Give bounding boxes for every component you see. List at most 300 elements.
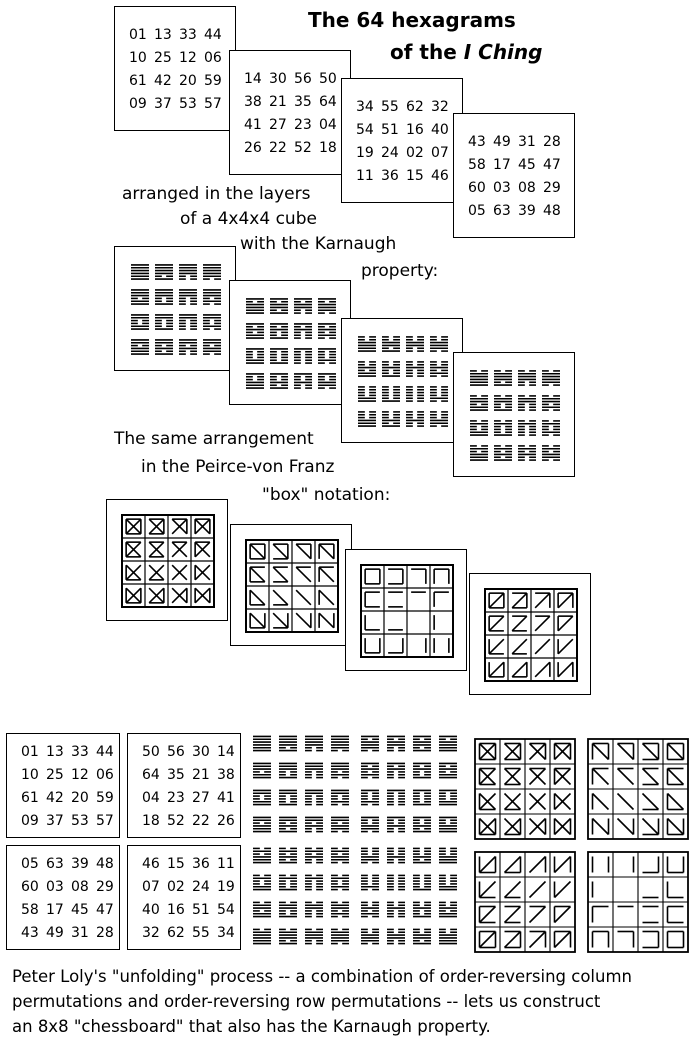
title-line-2 [390,40,542,64]
number-row [468,154,568,177]
hexagram-number: 02 [406,144,424,161]
number-row [142,787,242,810]
box-glyph [555,819,571,835]
hexagram-glyph [155,340,173,354]
hexagram-number: 18 [142,812,160,829]
hexagram-glyph [413,763,431,777]
hexagram-number: 31 [71,924,89,941]
hexagram-number: 60 [21,878,39,895]
hexagram-glyph [387,736,405,750]
box-glyph [505,744,521,760]
chess-box-quadrant-3 [473,850,577,954]
box-glyph [489,616,504,631]
hexagram-glyph [358,337,376,351]
hexagram-glyph [203,265,221,279]
box-glyph [195,519,210,534]
box-glyph [273,590,288,605]
number-row [129,47,229,70]
hexagram-number: 36 [381,167,399,184]
hexagram-glyph [246,324,264,338]
hexagram-glyph [331,790,349,804]
hexagram-glyph [203,340,221,354]
hexagram-number: 16 [406,121,424,138]
hexagram-number: 24 [192,878,210,895]
number-row [21,899,121,922]
hexagram-glyph [331,929,349,943]
hexagram-layer-3 [341,318,463,443]
hexagram-number: 06 [96,766,114,783]
hexagram-layer-1 [114,246,236,371]
box-glyph [149,519,164,534]
chess-hexagram-quadrant-1 [249,728,353,840]
box-glyph [273,613,288,628]
box-glyph [593,794,609,810]
box-glyph [149,542,164,557]
box-glyph [530,882,546,898]
box-glyph [643,932,659,948]
box-glyph [530,857,546,873]
number-row [129,93,229,116]
hexagram-number: 40 [142,901,160,918]
box-glyph [319,567,334,582]
hexagram-glyph [361,736,379,750]
box-glyph [535,593,550,608]
hexagram-glyph [382,387,400,401]
number-row [142,810,242,833]
hexagram-glyph [430,412,448,426]
box-glyph [593,819,609,835]
box-glyph [555,932,571,948]
hexagram-number: 58 [21,901,39,918]
hexagram-number: 28 [96,924,114,941]
hexagram-number: 10 [21,766,39,783]
hexagram-number: 23 [294,116,312,133]
hexagram-number: 58 [468,156,486,173]
box-glyph [296,590,311,605]
hexagram-glyph [305,875,323,889]
hexagram-glyph [131,265,149,279]
hexagram-glyph [387,763,405,777]
hexagram-glyph [361,817,379,831]
number-row [21,764,121,787]
box-glyph [618,794,634,810]
number-row [356,165,456,188]
box-glyph [512,639,527,654]
hexagram-number: 04 [142,789,160,806]
box-glyph [480,819,496,835]
hexagram-number: 29 [543,179,561,196]
hexagram-glyph [246,349,264,363]
hexagram-number: 51 [192,901,210,918]
box-glyph [505,857,521,873]
box-glyph [558,616,573,631]
hexagram-glyph [253,736,271,750]
hexagram-glyph [542,446,560,460]
hexagram-glyph [305,848,323,862]
hexagram-glyph [270,299,288,313]
text-layers-3: with the Karnaugh [240,234,397,254]
box-glyph [618,819,634,835]
hexagram-number: 64 [319,93,337,110]
box-glyph [512,662,527,677]
hexagram-glyph [494,396,512,410]
number-row [244,137,344,160]
hexagram-number: 41 [217,789,235,806]
number-row [142,853,242,876]
hexagram-number: 47 [96,901,114,918]
hexagram-number: 57 [204,95,222,112]
hexagram-glyph [470,396,488,410]
box-glyph [593,907,609,923]
hexagram-glyph [331,875,349,889]
number-row [21,810,121,833]
hexagram-number: 56 [294,70,312,87]
hexagram-number: 18 [319,139,337,156]
hexagram-number: 46 [431,167,449,184]
box-glyph [172,565,187,580]
hexagram-glyph [518,396,536,410]
hexagram-glyph [361,875,379,889]
hexagram-number: 14 [217,743,235,760]
hexagram-glyph [361,790,379,804]
hexagram-number: 19 [217,878,235,895]
hexagram-glyph [382,362,400,376]
hexagram-glyph [470,371,488,385]
hexagram-number: 47 [543,156,561,173]
hexagram-number: 30 [269,70,287,87]
hexagram-glyph [413,848,431,862]
hexagram-glyph [203,290,221,304]
hexagram-number: 34 [217,924,235,941]
hexagram-glyph [413,790,431,804]
box-glyph [593,769,609,785]
hexagram-number: 53 [179,95,197,112]
hexagram-number: 51 [381,121,399,138]
hexagram-glyph [305,763,323,777]
hexagram-glyph [253,929,271,943]
box-glyph [411,569,426,584]
hexagram-number: 59 [204,72,222,89]
hexagram-glyph [331,736,349,750]
hexagram-glyph [279,848,297,862]
box-glyph [126,588,141,603]
number-layer-2 [229,50,351,175]
text-box-2: in the Peirce-von Franz [141,457,335,477]
hexagram-glyph [430,362,448,376]
box-glyph [555,794,571,810]
hexagram-number: 40 [431,121,449,138]
box-glyph [555,744,571,760]
hexagram-glyph [518,446,536,460]
hexagram-glyph [270,324,288,338]
box-glyph [530,794,546,810]
hexagram-glyph [305,902,323,916]
hexagram-glyph [439,736,457,750]
hexagram-number: 43 [21,924,39,941]
hexagram-number: 26 [217,812,235,829]
box-glyph [535,662,550,677]
hexagram-glyph [155,315,173,329]
hexagram-glyph [406,412,424,426]
box-glyph [250,544,265,559]
box-glyph [668,932,684,948]
hexagram-glyph [131,315,149,329]
hexagram-glyph [430,387,448,401]
hexagram-number: 61 [21,789,39,806]
box-glyph [480,907,496,923]
hexagram-number: 01 [21,743,39,760]
chess-hexagram-quadrant-4 [357,840,461,952]
hexagram-glyph [406,362,424,376]
box-layer-2 [230,524,352,646]
hexagram-glyph [279,790,297,804]
hexagram-glyph [294,349,312,363]
hexagram-glyph [294,299,312,313]
hexagram-number: 13 [154,26,172,43]
hexagram-number: 05 [21,855,39,872]
number-row [21,787,121,810]
box-glyph [434,569,449,584]
hexagram-glyph [318,374,336,388]
hexagram-number: 13 [46,743,64,760]
hexagram-number: 38 [244,93,262,110]
box-glyph [365,569,380,584]
text-box-3: "box" notation: [262,485,391,505]
number-row [244,91,344,114]
title-line-2-prefix: of the [390,40,464,64]
hexagram-number: 02 [167,878,185,895]
hexagram-number: 45 [71,901,89,918]
box-glyph [530,907,546,923]
hexagram-number: 23 [167,789,185,806]
hexagram-number: 42 [154,72,172,89]
caption-line-3: an 8x8 "chessboard" that also has the Karnaugh property. [12,1017,491,1036]
hexagram-number: 37 [154,95,172,112]
hexagram-number: 49 [493,133,511,150]
box-glyph [365,638,380,653]
hexagram-layer-2 [229,280,351,405]
hexagram-glyph [294,324,312,338]
hexagram-number: 35 [294,93,312,110]
box-glyph [530,819,546,835]
box-glyph [643,857,659,873]
number-row [21,741,121,764]
hexagram-number: 16 [167,901,185,918]
hexagram-number: 19 [356,144,374,161]
hexagram-glyph [439,817,457,831]
hexagram-number: 07 [431,144,449,161]
box-glyph [555,882,571,898]
caption-line-1: Peter Loly's "unfolding" process -- a combination of order-reversing column [12,967,632,986]
chess-number-quadrant-3 [6,845,120,950]
box-glyph [126,565,141,580]
hexagram-number: 36 [192,855,210,872]
hexagram-glyph [331,817,349,831]
number-row [21,876,121,899]
hexagram-number: 43 [468,133,486,150]
box-layer-4 [469,573,591,695]
hexagram-number: 03 [46,878,64,895]
hexagram-number: 33 [179,26,197,43]
box-glyph [480,794,496,810]
box-glyph [512,616,527,631]
hexagram-number: 62 [406,98,424,115]
box-glyph [505,769,521,785]
hexagram-glyph [439,763,457,777]
hexagram-glyph [413,902,431,916]
hexagram-number: 20 [179,72,197,89]
hexagram-glyph [179,315,197,329]
box-glyph [195,542,210,557]
hexagram-number: 48 [96,855,114,872]
hexagram-glyph [406,387,424,401]
hexagram-glyph [131,290,149,304]
box-glyph [668,882,684,898]
hexagram-glyph [358,387,376,401]
number-row [142,876,242,899]
number-row [468,131,568,154]
box-glyph [388,592,403,607]
hexagram-glyph [318,349,336,363]
number-row [468,200,568,223]
hexagram-number: 41 [244,116,262,133]
hexagram-glyph [305,790,323,804]
chess-number-quadrant-2 [127,733,241,838]
hexagram-glyph [253,902,271,916]
box-glyph [172,542,187,557]
box-glyph [480,857,496,873]
hexagram-glyph [279,736,297,750]
chess-hexagram-quadrant-2 [357,728,461,840]
number-row [129,24,229,47]
box-glyph [388,569,403,584]
hexagram-glyph [413,929,431,943]
hexagram-glyph [542,396,560,410]
hexagram-number: 52 [167,812,185,829]
box-layer-3 [345,549,467,671]
hexagram-number: 42 [46,789,64,806]
caption-line-2: permutations and order-reversing row permutations -- lets us construct [12,992,601,1011]
hexagram-number: 26 [244,139,262,156]
hexagram-glyph [270,374,288,388]
hexagram-glyph [179,340,197,354]
hexagram-number: 60 [468,179,486,196]
box-glyph [668,819,684,835]
box-glyph [296,613,311,628]
hexagram-glyph [413,817,431,831]
hexagram-number: 21 [192,766,210,783]
box-glyph [296,544,311,559]
number-layer-4 [453,113,575,238]
hexagram-glyph [358,412,376,426]
hexagram-number: 44 [96,743,114,760]
hexagram-glyph [318,299,336,313]
box-glyph [480,769,496,785]
hexagram-glyph [253,817,271,831]
box-glyph [273,567,288,582]
box-glyph [505,907,521,923]
hexagram-number: 27 [269,116,287,133]
number-row [129,70,229,93]
hexagram-number: 14 [244,70,262,87]
hexagram-glyph [439,875,457,889]
hexagram-number: 28 [543,133,561,150]
box-glyph [319,544,334,559]
box-glyph [558,662,573,677]
hexagram-number: 39 [71,855,89,872]
hexagram-number: 09 [129,95,147,112]
number-row [142,922,242,945]
box-glyph [172,588,187,603]
hexagram-glyph [318,324,336,338]
box-glyph [643,769,659,785]
number-row [244,68,344,91]
box-glyph [558,639,573,654]
box-glyph [195,565,210,580]
hexagram-glyph [439,902,457,916]
hexagram-glyph [305,929,323,943]
hexagram-glyph [494,421,512,435]
hexagram-glyph [253,848,271,862]
chess-box-quadrant-2 [586,737,690,841]
box-glyph [505,932,521,948]
hexagram-number: 25 [46,766,64,783]
hexagram-glyph [246,374,264,388]
box-glyph [149,588,164,603]
box-glyph [505,819,521,835]
hexagram-glyph [413,736,431,750]
box-glyph [593,857,609,873]
hexagram-glyph [430,337,448,351]
number-row [142,741,242,764]
hexagram-number: 49 [46,924,64,941]
hexagram-number: 59 [96,789,114,806]
box-glyph [480,882,496,898]
box-glyph [555,769,571,785]
box-glyph [643,744,659,760]
hexagram-glyph [279,817,297,831]
number-row [21,853,121,876]
box-glyph [480,932,496,948]
title-line-1: The 64 hexagrams [308,8,516,32]
hexagram-glyph [439,848,457,862]
text-box-1: The same arrangement [114,429,314,449]
hexagram-glyph [470,421,488,435]
box-glyph [535,616,550,631]
hexagram-number: 03 [493,179,511,196]
box-glyph [489,639,504,654]
hexagram-glyph [439,929,457,943]
hexagram-number: 62 [167,924,185,941]
hexagram-glyph [387,848,405,862]
number-row [244,114,344,137]
box-glyph [296,567,311,582]
hexagram-glyph [331,763,349,777]
chess-hexagram-quadrant-3 [249,840,353,952]
hexagram-number: 22 [192,812,210,829]
hexagram-glyph [494,446,512,460]
hexagram-number: 12 [71,766,89,783]
hexagram-number: 29 [96,878,114,895]
number-layer-3 [341,78,463,203]
hexagram-number: 24 [381,144,399,161]
hexagram-glyph [406,337,424,351]
hexagram-number: 63 [46,855,64,872]
hexagram-number: 64 [142,766,160,783]
box-glyph [388,638,403,653]
hexagram-glyph [542,371,560,385]
hexagram-glyph [439,790,457,804]
